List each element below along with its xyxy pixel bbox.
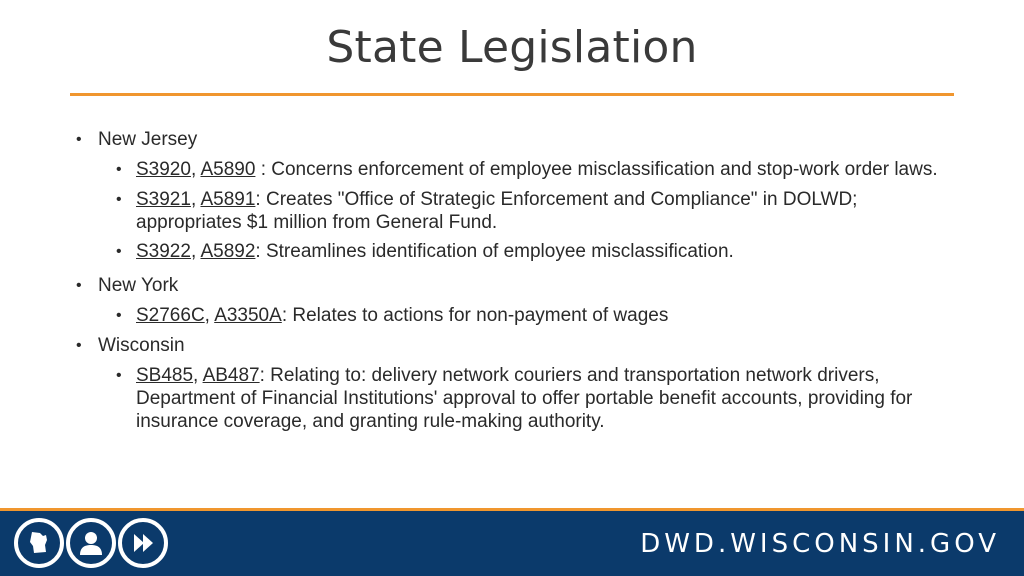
bill-link-a5892[interactable]: A5892 — [200, 241, 256, 262]
forward-arrows-icon — [118, 518, 168, 568]
bullet: • — [116, 367, 122, 384]
bill-link-a5890[interactable]: A5890 — [200, 159, 256, 180]
separator: , — [190, 241, 201, 262]
bill-description: : Relating to: delivery network couriers and transportation network drivers, Department of Financial Institutions' approval to offer portable benefit accounts, providing for insurance coverage, and granting rule-making authority. — [136, 365, 913, 432]
wisconsin-map-icon — [14, 518, 64, 568]
state-name: Wisconsin — [98, 335, 185, 356]
page-title: State Legislation — [326, 22, 698, 73]
bill-item — [116, 158, 956, 182]
footer-bar — [0, 511, 1024, 576]
legislation-list — [76, 128, 956, 433]
dwd-logo — [14, 518, 168, 568]
bill-link-s2766c[interactable]: S2766C — [136, 305, 205, 326]
website-url: DWD.WISCONSIN.GOV — [640, 529, 1000, 559]
bill-link-a5891[interactable]: A5891 — [200, 189, 256, 210]
bullet: • — [76, 131, 82, 148]
bullet: • — [116, 243, 122, 260]
separator: , — [190, 159, 201, 180]
bill-link-s3922[interactable]: S3922 — [136, 241, 191, 262]
bullet: • — [76, 337, 82, 354]
person-icon — [66, 518, 116, 568]
separator: , — [204, 305, 215, 326]
bill-item — [116, 188, 956, 234]
bill-description: : Relates to actions for non-payment of wages — [281, 305, 669, 326]
title-divider — [70, 93, 954, 96]
bill-item — [116, 240, 956, 264]
separator: , — [193, 365, 203, 386]
bullet: • — [116, 191, 122, 208]
bill-item — [116, 304, 956, 328]
state-wisconsin — [76, 334, 956, 358]
state-name: New Jersey — [98, 129, 198, 150]
bill-link-s3921[interactable]: S3921 — [136, 189, 191, 210]
bullet: • — [116, 161, 122, 178]
bullet: • — [116, 307, 122, 324]
bill-link-ab487[interactable]: AB487 — [202, 365, 260, 386]
bill-item — [116, 364, 956, 433]
bill-link-sb485[interactable]: SB485 — [136, 365, 194, 386]
state-new-york — [76, 274, 956, 298]
state-name: New York — [98, 275, 179, 296]
bill-link-s3920[interactable]: S3920 — [136, 159, 191, 180]
bill-link-a3350a[interactable]: A3350A — [214, 305, 282, 326]
bill-description: : Streamlines identification of employee misclassification. — [255, 241, 734, 262]
bullet: • — [76, 277, 82, 294]
bill-description: : Concerns enforcement of employee misclassification and stop-work order laws. — [255, 159, 938, 180]
bill-description: : Creates "Office of Strategic Enforcement and Compliance" in DOLWD; appropriates $1 million from General Fund. — [136, 189, 858, 233]
state-new-jersey — [76, 128, 956, 152]
separator: , — [190, 189, 201, 210]
